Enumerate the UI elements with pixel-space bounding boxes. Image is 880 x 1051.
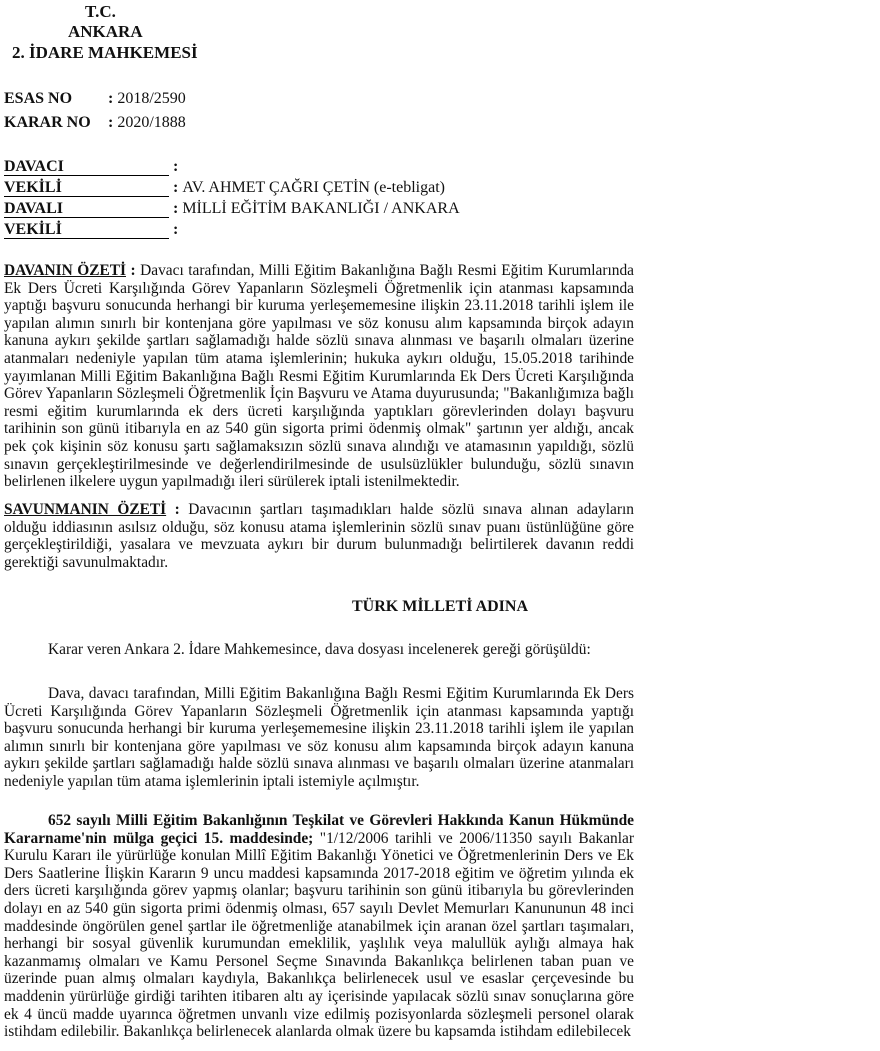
law-bold-part: 652 sayılı Milli Eğitim Bakanlığının Teşkilat ve Görevleri Hakkında Kanun Hükmünde Kararname'nin mülga geçici 15. maddesinde; <box>4 812 634 847</box>
header-court: 2. İDARE MAHKEMESİ <box>12 43 198 62</box>
header-city: ANKARA <box>68 22 143 41</box>
defense-label: SAVUNMANIN ÖZETİ <box>4 501 167 518</box>
esas-label: ESAS NO <box>4 90 73 107</box>
header-tc: T.C. <box>85 2 116 21</box>
defense-paragraph: SAVUNMANIN ÖZETİ : Davacının şartları taşımadıkları halde sözlü sınava alınan adayların olduğu iddiasının asılsız olduğu, söz konusu atama işlemlerinin sözlü sınav puanı üstünlüğüne göre gerçekleştirildiği, yasalara ve mevzuata aykırı bir durum bulunmadığı belirtilerek davanın reddi gerektiği savunulmaktadır. <box>4 501 634 571</box>
vekili1-value: AV. AHMET ÇAĞRI ÇETİN (e-tebligat) <box>182 179 445 196</box>
esas-value: 2018/2590 <box>117 90 186 107</box>
vekili1-row: VEKİLİ : AV. AHMET ÇAĞRI ÇETİN (e-tebligat) <box>4 179 445 196</box>
law-paragraph <box>4 812 634 1041</box>
karar-value: 2020/1888 <box>117 114 186 131</box>
vekili2-row: VEKİLİ : <box>4 221 179 238</box>
karar-label: KARAR NO <box>4 114 91 131</box>
law-text: "1/12/2006 tarihli ve 2006/11350 sayılı Bakanlar Kurulu Kararı ile yürürlüğe konulan Millî Eğitim Bakanlığı Yönetici ve Öğretmenlerinin Ders ve Ek Ders Saatlerine İlişkin Kararın 9 uncu maddesi kapsamında 2017-2018 eğitim ve öğretim yılında ek ders ücreti karşılığında görev yapmış olanlar; başvuru tarihinin son günü itibarıyla bu görevlerinden dolayı en az 540 gün sigorta primi ödenmiş olması, 657 sayılı Devlet Memurları Kanununun 48 inci maddesinde öngörülen genel şartlar ile öğretmenliğe atanabilmek için aranan özel şartları taşımaları, herhangi bir sosyal güvenlik kurumundan emeklilik, yaşlılık veya malullük aylığı almaya hak kazanmamış olmaları ve Kamu Personel Seçme Sınavında Bakanlıkça belirlenen taban puan ve üzerinde puan almış olmaları kaydıyla, Bakanlıkça belirlenecek usul ve esaslar çerçevesinde bu maddenin yürürlüğe girdiği tarihten itibaren altı ay içerisinde yapılacak sözlü sınav sonuçlarına göre ek 4 üncü madde uyarınca öğretmen unvanlı vize edilmiş pozisyonlarda sözleşmeli personel olarak istihdam edilebilir. Bakanlıkça belirlenecek alanlarda olmak üzere bu kapsamda istihdam edilebilecek <box>4 829 634 1041</box>
davaci-row: DAVACI : <box>4 158 179 175</box>
vekili2-label: VEKİLİ <box>4 221 169 239</box>
body-paragraph: Dava, davacı tarafından, Milli Eğitim Bakanlığına Bağlı Resmi Eğitim Kurumlarında Ek Ders Ücreti Karşılığında Görev Yapanların Sözleşmeli Öğretmenlik için atanması kapsamında yaptığı başvuru sonucunda herhangi bir kuruma yerleşememesine ilişkin 23.11.2018 tarihli işlem ile yapılan alımın sınırlı bir kontenjana göre yapılması ve söz konusu alım kapsamında birçok adayın kanuna aykırı şekilde şartları sağlamadığı halde sözlü sınava alınması ve başarılı olmaları üzerine atanmaları nedeniyle yapılan tüm atama işlemlerinin iptali istemiyle açılmıştır. <box>4 685 634 790</box>
karar-row: KARAR NO : 2020/1888 <box>4 114 186 131</box>
vekili1-label: VEKİLİ <box>4 179 169 197</box>
esas-row: ESAS NO : 2018/2590 <box>4 90 186 107</box>
davali-row: DAVALI : MİLLİ EĞİTİM BAKANLIĞI / ANKARA <box>4 200 460 217</box>
summary-text: Davacı tarafından, Milli Eğitim Bakanlığına Bağlı Resmi Eğitim Kurumlarında Ek Ders Ücreti Karşılığında Görev Yapanların Sözleşmeli Öğretmenlik için atanması kapsamında yaptığı başvuru sonucunda herhangi bir kuruma yerleşememesine ilişkin 23.11.2018 tarihli işlem ile yapılan alımın sınırlı bir kontenjana göre yapılması ve söz konusu alım kapsamında birçok adayın kanuna aykırı şekilde şartları sağlamadığı halde sözlü sınava alınması ve başarılı olmaları üzerine atanmaları nedeniyle yapılan tüm atama işlemlerinin; hukuka aykırı olduğu, 15.05.2018 tarihinde yayımlanan Milli Eğitim Bakanlığına Bağlı Resmi Eğitim Kurumlarında Ek Ders Ücreti Karşılığında Görev Yapanların Sözleşmeli Öğretmenlik İçin Başvuru ve Atama duyurusunda; "Bakanlığımıza bağlı resmi eğitim kurumlarında ek ders ücreti karşılığında yaptıkları görevlerinden dolayı başvuru tarihinin son günü itibarıyla en az 540 gün sigorta primi ödenmiş olmak" şartının yer aldığı, ancak pek çok kişinin söz konusu şartı sağlamaksızın sözlü sınava alındığı ve atamasının yapıldığı, sözlü sınavın gerçekleştirilmesinde ve değerlendirilmesinde de usulsüzlükler bulunduğu, sözlü sınavın belirlenen ilkelere uygun yapılmadığı ileri sürülerek iptali istenilmektedir. <box>4 262 634 491</box>
summary-paragraph: DAVANIN ÖZETİ : Davacı tarafından, Milli Eğitim Bakanlığına Bağlı Resmi Eğitim Kurumlarında Ek Ders Ücreti Karşılığında Görev Yapanların Sözleşmeli Öğretmenlik için atanması kapsamında yaptığı başvuru sonucunda herhangi bir kuruma yerleşememesine ilişkin 23.11.2018 tarihli işlem ile yapılan alımın sınırlı bir kontenjana göre yapılması ve söz konusu alım kapsamında birçok adayın kanuna aykırı şekilde şartları sağlamadığı halde sözlü sınava alınması ve başarılı olmaları üzerine atanmaları nedeniyle yapılan tüm atama işlemlerinin; hukuka aykırı olduğu, 15.05.2018 tarihinde yayımlanan Milli Eğitim Bakanlığına Bağlı Resmi Eğitim Kurumlarında Ek Ders Ücreti Karşılığında Görev Yapanların Sözleşmeli Öğretmenlik İçin Başvuru ve Atama duyurusunda; "Bakanlığımıza bağlı resmi eğitim kurumlarında ek ders ücreti karşılığında yaptıkları görevlerinden dolayı başvuru tarihinin son günü itibarıyla en az 540 gün sigorta primi ödenmiş olmak" şartının yer aldığı, ancak pek çok kişinin söz konusu şartı sağlamaksızın sözlü sınava alındığı ve atamasının yapıldığı, sözlü sınavın gerçekleştirilmesinde ve değerlendirilmesinde de usulsüzlükler bulunduğu, sözlü sınavın belirlenen ilkelere uygun yapılmadığı ileri sürülerek iptali istenilmektedir. <box>4 262 634 491</box>
decision-title: TÜRK MİLLETİ ADINA <box>351 598 529 615</box>
defense-text: Davacının şartları taşımadıkları halde sözlü sınava alınan adayların olduğu iddiasının asılsız olduğu, söz konusu atama işlemlerinin sözlü sınav puanı üstünlüğüne göre gerçekleştirildiği, yasalara ve mevzuata aykırı bir durum bulunmadığı belirtilerek davanın reddi gerektiği savunulmaktadır. <box>4 501 634 571</box>
davaci-label: DAVACI <box>4 158 169 176</box>
summary-label: DAVANIN ÖZETİ <box>4 262 126 279</box>
davali-label: DAVALI <box>4 200 169 218</box>
decision-intro: Karar veren Ankara 2. İdare Mahkemesince, dava dosyası incelenerek gereği görüşüldü: <box>48 641 591 658</box>
davali-value: MİLLİ EĞİTİM BAKANLIĞI / ANKARA <box>182 200 460 217</box>
